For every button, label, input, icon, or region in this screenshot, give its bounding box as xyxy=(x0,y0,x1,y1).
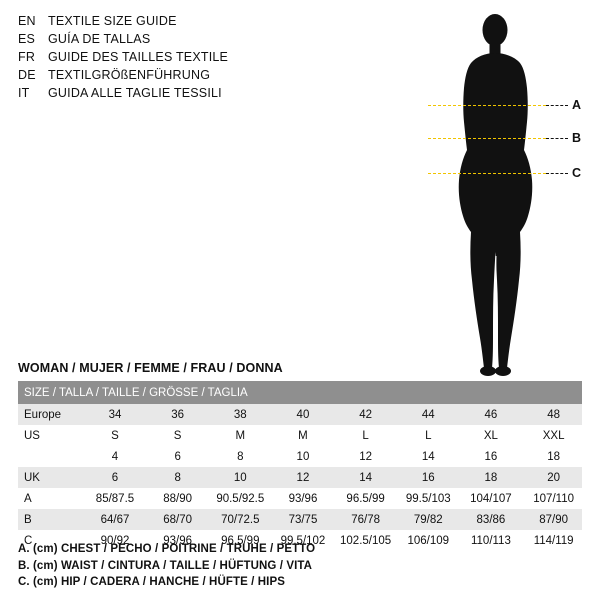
cell: M xyxy=(206,425,269,446)
legend-line-b: B. (cm) WAIST / CINTURA / TAILLE / HÜFTUNG / VITA xyxy=(18,559,313,572)
body-figure-diagram xyxy=(400,8,590,378)
cell: 106/109 xyxy=(394,530,457,551)
measure-line-b xyxy=(428,138,546,139)
cell: L xyxy=(331,425,394,446)
language-row-fr xyxy=(18,50,348,68)
cell: 4 xyxy=(81,446,144,467)
cell: 68/70 xyxy=(143,509,206,530)
cell: 16 xyxy=(457,446,520,467)
measure-label-b: B xyxy=(572,131,582,145)
legend-line-c: C. (cm) HIP / CADERA / HANCHE / HÜFTE / HIPS xyxy=(18,576,286,588)
table-header-label: SIZE / TALLA / TAILLE / GRÖSSE / TAGLIA xyxy=(18,381,582,404)
cell: 38 xyxy=(206,404,269,425)
cell: 6 xyxy=(81,467,144,488)
language-code-it: IT xyxy=(18,86,30,100)
measure-line-a xyxy=(428,105,546,106)
cell: 99.5/102 xyxy=(269,530,332,551)
language-code-fr: FR xyxy=(18,50,36,64)
language-row-it xyxy=(18,86,348,104)
cell: 44 xyxy=(394,404,457,425)
cell: 40 xyxy=(269,404,332,425)
language-text-de: TEXTILGRÖßENFÜHRUNG xyxy=(48,68,211,82)
cell: XXL xyxy=(519,425,582,446)
cell: 12 xyxy=(331,446,394,467)
cell: S xyxy=(143,425,206,446)
table-row xyxy=(18,404,582,425)
measurement-legend xyxy=(18,543,578,593)
language-text-es: GUÍA DE TALLAS xyxy=(48,32,151,46)
cell: 107/110 xyxy=(519,488,582,509)
cell: 16 xyxy=(394,467,457,488)
measure-label-c: C xyxy=(572,166,582,180)
cell: 8 xyxy=(206,446,269,467)
cell: 42 xyxy=(331,404,394,425)
cell: 18 xyxy=(519,446,582,467)
row-label-c: C xyxy=(18,530,81,551)
language-row-de xyxy=(18,68,348,86)
row-label-uk: UK xyxy=(18,467,81,488)
cell: 114/119 xyxy=(519,530,582,551)
measure-line-c xyxy=(428,173,546,174)
measure-line-a-extension xyxy=(546,105,568,106)
language-code-en: EN xyxy=(18,14,36,28)
cell: 12 xyxy=(269,467,332,488)
row-label-us: US xyxy=(18,425,81,446)
cell: 96.5/99 xyxy=(206,530,269,551)
cell: 36 xyxy=(143,404,206,425)
cell: 76/78 xyxy=(331,509,394,530)
cell: 99.5/103 xyxy=(394,488,457,509)
cell: M xyxy=(269,425,332,446)
cell: 20 xyxy=(519,467,582,488)
cell: 70/72.5 xyxy=(206,509,269,530)
cell: 93/96 xyxy=(143,530,206,551)
cell: 88/90 xyxy=(143,488,206,509)
cell: 110/113 xyxy=(457,530,520,551)
table-row xyxy=(18,488,582,509)
cell: 14 xyxy=(394,446,457,467)
cell: 10 xyxy=(269,446,332,467)
cell: 90.5/92.5 xyxy=(206,488,269,509)
cell: 46 xyxy=(457,404,520,425)
cell: 79/82 xyxy=(394,509,457,530)
cell: 104/107 xyxy=(457,488,520,509)
language-text-fr: GUIDE DES TAILLES TEXTILE xyxy=(48,50,229,64)
language-text-it: GUIDA ALLE TAGLIE TESSILI xyxy=(48,86,222,100)
cell: 8 xyxy=(143,467,206,488)
cell: XL xyxy=(457,425,520,446)
row-label-us-numeric xyxy=(18,446,81,467)
cell: 6 xyxy=(143,446,206,467)
cell: L xyxy=(394,425,457,446)
language-header-block xyxy=(18,14,348,104)
cell: 10 xyxy=(206,467,269,488)
measure-label-a: A xyxy=(572,98,582,112)
cell: 93/96 xyxy=(269,488,332,509)
cell: 48 xyxy=(519,404,582,425)
cell: 87/90 xyxy=(519,509,582,530)
language-row-es xyxy=(18,32,348,50)
row-label-europe: Europe xyxy=(18,404,81,425)
cell: 85/87.5 xyxy=(81,488,144,509)
language-code-de: DE xyxy=(18,68,36,82)
size-table-wrap xyxy=(18,381,582,551)
table-caption: WOMAN / MUJER / FEMME / FRAU / DONNA xyxy=(18,361,283,375)
measure-line-b-extension xyxy=(546,138,568,139)
table-row xyxy=(18,467,582,488)
cell: 102.5/105 xyxy=(331,530,394,551)
cell: 90/92 xyxy=(81,530,144,551)
language-row-en xyxy=(18,14,348,32)
cell: 73/75 xyxy=(269,509,332,530)
woman-silhouette-icon xyxy=(430,8,560,378)
cell: 96.5/99 xyxy=(331,488,394,509)
cell: 34 xyxy=(81,404,144,425)
cell: S xyxy=(81,425,144,446)
size-table xyxy=(18,381,582,551)
row-label-b: B xyxy=(18,509,81,530)
cell: 14 xyxy=(331,467,394,488)
table-header-row xyxy=(18,381,582,404)
cell: 83/86 xyxy=(457,509,520,530)
measure-line-c-extension xyxy=(546,173,568,174)
language-code-es: ES xyxy=(18,32,36,46)
cell: 64/67 xyxy=(81,509,144,530)
table-row xyxy=(18,425,582,446)
legend-line-a: A. (cm) CHEST / PECHO / POITRINE / TRUHE / PETTO xyxy=(18,543,316,555)
cell: 18 xyxy=(457,467,520,488)
table-row xyxy=(18,446,582,467)
language-text-en: TEXTILE SIZE GUIDE xyxy=(48,14,177,28)
row-label-a: A xyxy=(18,488,81,509)
table-row xyxy=(18,509,582,530)
